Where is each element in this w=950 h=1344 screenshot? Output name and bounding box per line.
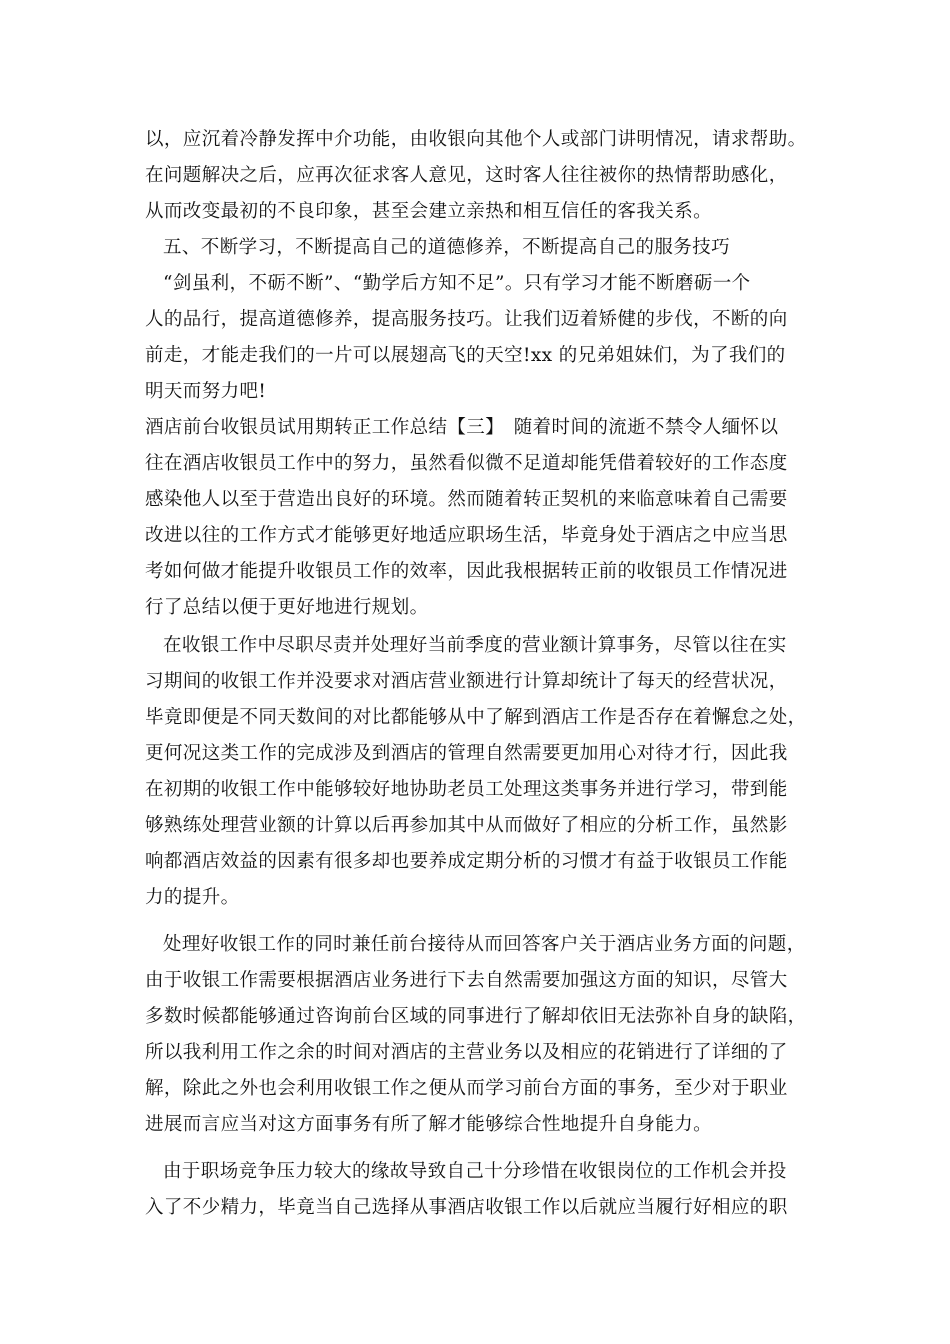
- text-line: 够熟练处理营业额的计算以后再参加其中从而做好了相应的分析工作，虽然影: [145, 815, 788, 836]
- text-line: 在初期的收银工作中能够较好地协助老员工处理这类事务并进行学习，带到能: [145, 779, 788, 800]
- text-line: 明天而努力吧!: [145, 381, 267, 402]
- text-line: 习期间的收银工作并没要求对酒店营业额进行计算却统计了每天的经营状况，: [145, 671, 788, 692]
- text-line: 人的品行，提高道德修养，提高服务技巧。让我们迈着矫健的步伐，不断的向: [145, 309, 788, 330]
- text-line: 进展而言应当对这方面事务有所了解才能够综合性地提升自身能力。: [145, 1114, 713, 1135]
- text-line: 处理好收银工作的同时兼任前台接待从而回答客户关于酒店业务方面的问题，: [163, 934, 806, 955]
- document-title-line: 酒店前台收银员试用期转正工作总结【三】 随着时间的流逝不禁令人缅怀以: [145, 417, 779, 438]
- text-line: “剑虽利，不砺不断”、“勤学后方知不足”。只有学习才能不断磨砺一个: [163, 273, 751, 294]
- text-line: 由于职场竞争压力较大的缘故导致自己十分珍惜在收银岗位的工作机会并投: [163, 1161, 787, 1182]
- text-line: 在问题解决之后，应再次征求客人意见，这时客人往往被你的热情帮助感化，: [145, 165, 788, 186]
- text-line: 以，应沉着冷静发挥中介功能，由收银向其他个人或部门讲明情况，请求帮助。: [145, 129, 807, 150]
- text-line: 力的提升。: [145, 887, 240, 908]
- text-line: 更何况这类工作的完成涉及到酒店的管理自然需要更加用心对待才行，因此我: [145, 743, 788, 764]
- section-heading: 五、不断学习，不断提高自己的道德修养，不断提高自己的服务技巧: [163, 237, 731, 258]
- text-line: 考如何做才能提升收银员工作的效率，因此我根据转正前的收银员工作情况进: [145, 561, 788, 582]
- text-line: 毕竟即便是不同天数间的对比都能够从中了解到酒店工作是否存在着懈怠之处，: [145, 707, 807, 728]
- text-line: 从而改变最初的不良印象，甚至会建立亲热和相互信任的客我关系。: [145, 201, 713, 222]
- text-line: 感染他人以至于营造出良好的环境。然而随着转正契机的来临意味着自己需要: [145, 489, 788, 510]
- text-line: 改进以往的工作方式才能够更好地适应职场生活，毕竟身处于酒店之中应当思: [145, 525, 788, 546]
- text-line: 所以我利用工作之余的时间对酒店的主营业务以及相应的花销进行了详细的了: [145, 1042, 788, 1063]
- text-line: 前走，才能走我们的一片可以展翅高飞的天空!xx 的兄弟姐妹们，为了我们的: [145, 345, 786, 366]
- text-line: 由于收银工作需要根据酒店业务进行下去自然需要加强这方面的知识，尽管大: [145, 970, 788, 991]
- text-line: 解，除此之外也会利用收银工作之便从而学习前台方面的事务，至少对于职业: [145, 1078, 788, 1099]
- text-line: 入了不少精力，毕竟当自己选择从事酒店收银工作以后就应当履行好相应的职: [145, 1197, 788, 1218]
- text-line: 往在酒店收银员工作中的努力，虽然看似微不足道却能凭借着较好的工作态度: [145, 453, 788, 474]
- text-line: 在收银工作中尽职尽责并处理好当前季度的营业额计算事务，尽管以往在实: [163, 635, 787, 656]
- text-line: 多数时候都能够通过咨询前台区域的同事进行了解却依旧无法弥补自身的缺陷，: [145, 1006, 807, 1027]
- text-line: 行了总结以便于更好地进行规划。: [145, 597, 429, 618]
- text-line: 响都酒店效益的因素有很多却也要养成定期分析的习惯才有益于收银员工作能: [145, 851, 788, 872]
